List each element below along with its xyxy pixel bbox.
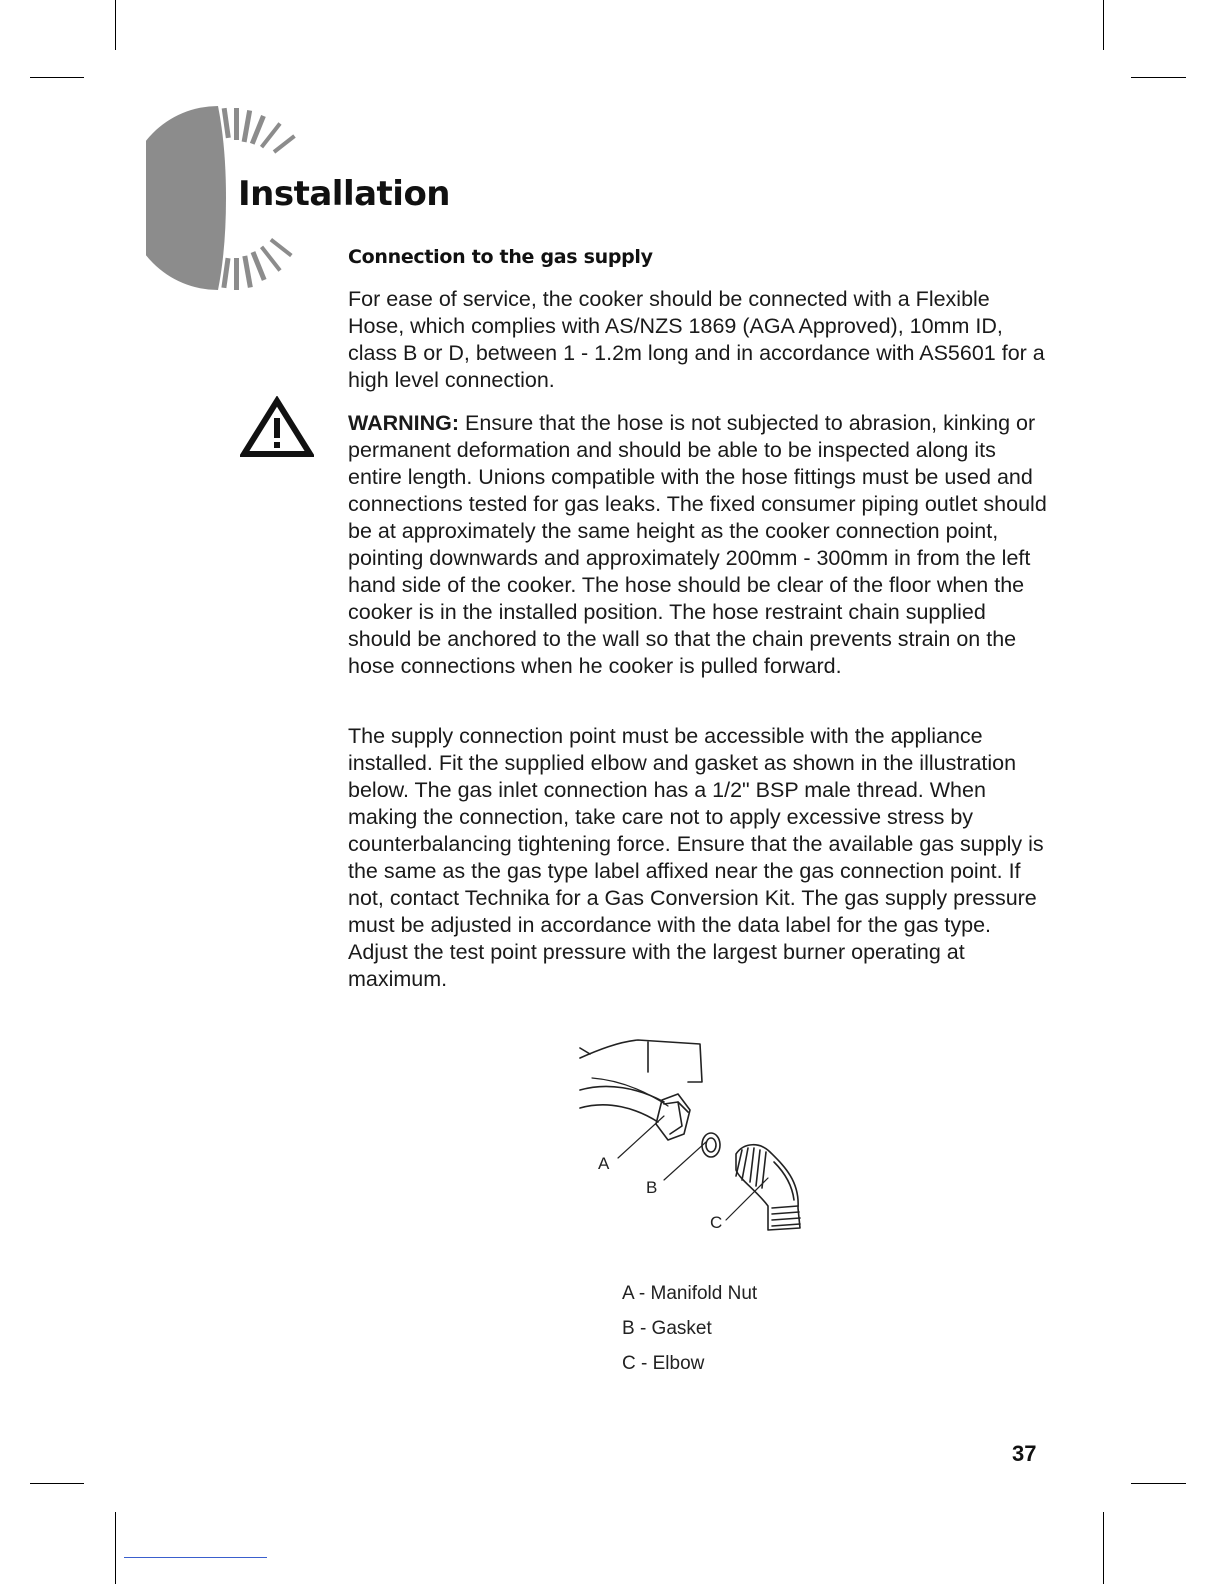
crop-mark — [115, 0, 116, 50]
crop-mark — [115, 1512, 116, 1584]
diagram-label-a: A — [598, 1154, 610, 1173]
page-title: Installation — [238, 174, 451, 214]
warning-triangle-icon — [240, 396, 314, 458]
section-heading: Connection to the gas supply — [348, 246, 653, 268]
legend-item: B - Gasket — [622, 1318, 712, 1339]
crop-mark — [1131, 77, 1186, 78]
warning-paragraph — [348, 410, 1048, 680]
diagram-legend — [622, 1276, 757, 1381]
divider — [124, 1557, 267, 1558]
legend-item: C - Elbow — [622, 1353, 705, 1374]
crop-mark — [30, 1483, 84, 1484]
legend-item: A - Manifold Nut — [622, 1283, 758, 1304]
crop-mark — [30, 77, 84, 78]
supply-paragraph: The supply connection point must be accessible with the appliance installed. Fit the supplied elbow and gasket as shown in the illustration below. The gas inlet connection has a 1/2" BSP male thread. When making the connection, take care not to apply excessive stress by counterbalancing tightening force. Ensure that the available gas supply is the same as the gas type label affixed near the gas connection point. If not, contact Technika for a Gas Conversion Kit. The gas supply pressure must be adjusted in accordance with the data label for the gas type. Adjust the test point pressure with the largest burner operating at maximum. — [348, 724, 1044, 991]
warning-label: WARNING: — [348, 411, 460, 435]
crop-mark — [1103, 1512, 1104, 1584]
intro-paragraph: For ease of service, the cooker should be connected with a Flexible Hose, which complies with AS/NZS 1869 (AGA Approved), 10mm ID, class B or D, between 1 - 1.2m long and in accordance with AS5601 for a high level connection. — [348, 287, 1045, 392]
diagram-label-c: C — [710, 1213, 723, 1232]
crop-mark — [1103, 0, 1104, 50]
warning-text: Ensure that the hose is not subjected to abrasion, kinking or permanent deformation and should be able to be inspected along its entire length. Unions compatible with the hose fittings must be used and connections tested for gas leaks. The fixed consumer piping outlet should be at approximately the same height as the cooker connection point, pointing downwards and approximately 200mm - 300mm in from the left hand side of the cooker. The hose should be clear of the floor when the cooker is in the installed position. The hose restraint chain supplied should be anchored to the wall so that the chain prevents strain on the hose connections when he cooker is pulled forward. — [348, 411, 1047, 678]
crop-mark — [1131, 1483, 1186, 1484]
gas-fitting-diagram — [578, 1030, 818, 1240]
page-number: 37 — [1012, 1441, 1037, 1466]
diagram-label-b: B — [646, 1178, 658, 1197]
